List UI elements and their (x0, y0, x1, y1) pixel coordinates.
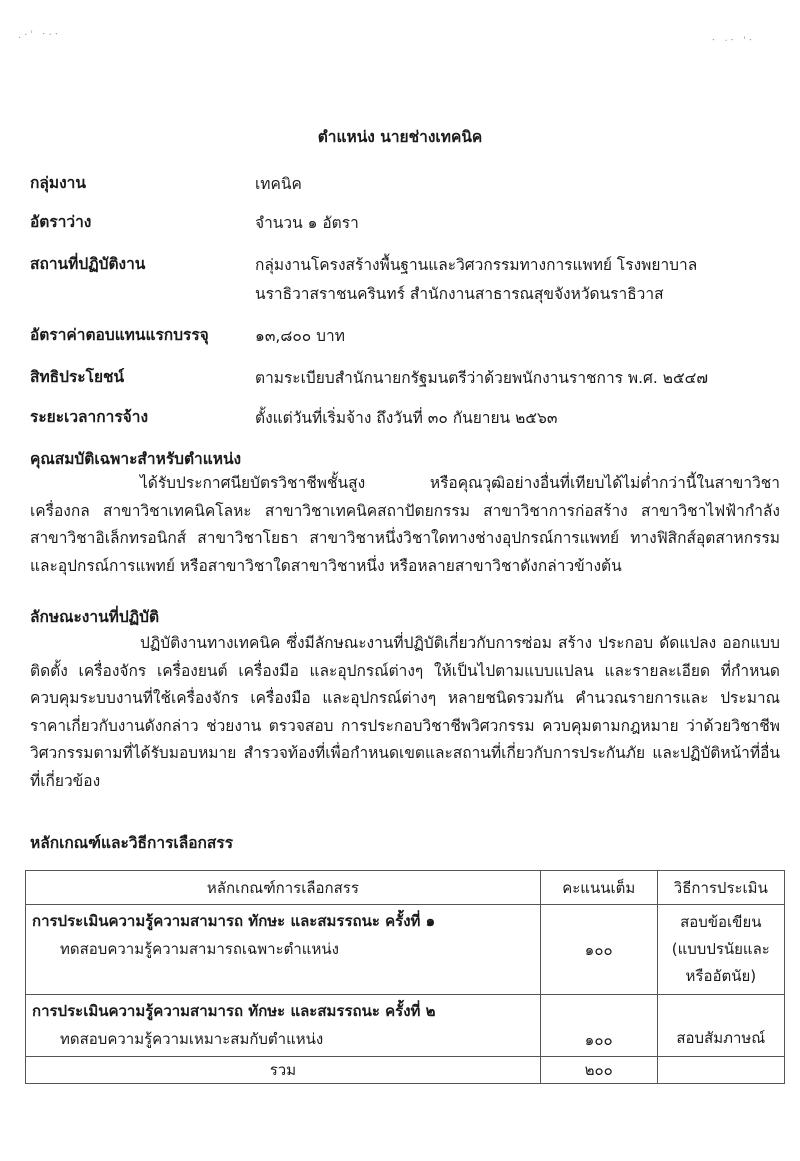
detail-label: ระยะเวลาการจ้าง (30, 408, 149, 426)
detail-value (255, 251, 795, 309)
detail-value-line2: นราธิวาสราชนครินทร์ สำนักงานสาธารณสุขจังหวัดนราธิวาส (255, 285, 664, 303)
selection-table (25, 870, 785, 1084)
duties-heading: ลักษณะงานที่ปฏิบัติ (30, 608, 160, 626)
detail-value: ๑๓,๘๐๐ บาท (255, 327, 345, 345)
score-cell: ๑๐๐ (540, 905, 657, 995)
method-line: (แบบปรนัยและ (671, 940, 770, 958)
criteria-title: การประเมินความรู้ความสามารถ ทักษะ และสมรรถนะ ครั้งที่ ๑ (32, 912, 436, 930)
detail-label: กลุ่มงาน (30, 174, 86, 192)
method-line: สอบข้อเขียน (680, 913, 762, 931)
total-method-empty (657, 1057, 784, 1084)
criteria-sub: ทดสอบความรู้ความสามารถเฉพาะตำแหน่ง (60, 940, 339, 958)
total-score: ๒๐๐ (540, 1057, 657, 1084)
criteria-sub: ทดสอบความรู้ความเหมาะสมกับตำแหน่ง (60, 1030, 324, 1048)
table-row (26, 995, 785, 1057)
detail-value: ตามระเบียบสำนักนายกรัฐมนตรีว่าด้วยพนักงานราชการ พ.ศ. ๒๕๔๗ (255, 369, 709, 387)
total-label: รวม (26, 1057, 541, 1084)
criteria-cell (26, 995, 541, 1057)
detail-value: ตั้งแต่วันที่เริ่มจ้าง ถึงวันที่ ๓๐ กันยายน ๒๕๖๓ (255, 409, 558, 427)
detail-label: อัตราค่าตอบแทนแรกบรรจุ (30, 326, 209, 344)
selection-heading: หลักเกณฑ์และวิธีการเลือกสรร (30, 834, 234, 852)
table-row (26, 905, 785, 995)
column-header-method: วิธีการประเมิน (657, 871, 784, 905)
page-title: ตำแหน่ง นายช่างเทคนิค (317, 128, 483, 146)
score-cell: ๑๐๐ (540, 995, 657, 1057)
qualifications-text: ได้รับประกาศนียบัตรวิชาชีพชั้นสูง หรือคุณวุฒิอย่างอื่นที่เทียบได้ไม่ต่ำกว่านี้ในสาขาวิชา เครื่องกล สาขาวิชาเทคนิคโลหะ สาขาวิชาเทคนิคสถาปัตยกรรม สาขาวิชาการก่อสร้าง สาขาวิชาไฟฟ้ากำลัง สาขาวิชาอิเล็กทรอนิกส์ สาขาวิชาโยธา สาขาวิชาหนึ่งวิชาใดทางช่างอุปกรณ์การแพทย์ ทางฟิสิกส์อุตสาหกรรม และอุปกรณ์การแพทย์ หรือสาขาวิชาใดสาขาวิชาหนึ่ง หรือหลายสาขาวิชาดังกล่าวข้างต้น (30, 474, 780, 575)
scan-noise-left: .·ˈ ˑ·ˑ (18, 30, 62, 41)
detail-label: สิทธิประโยชน์ (30, 368, 125, 386)
detail-value: เทคนิค (255, 175, 302, 193)
method-cell (657, 905, 784, 995)
qualifications-heading: คุณสมบัติเฉพาะสำหรับตำแหน่ง (30, 450, 242, 468)
method-line: สอบสัมภาษณ์ (676, 1029, 766, 1047)
duties-text: ปฏิบัติงานทางเทคนิค ซึ่งมีลักษณะงานที่ปฏิบัติเกี่ยวกับการซ่อม สร้าง ประกอบ ดัดแปลง ออกแบบ ติดตั้ง เครื่องจักร เครื่องยนต์ เครื่องมือ และอุปกรณ์ต่างๆ ให้เป็นไปตามแบบแปลน และรายละเอียด ที่กำหนด ควบคุมระบบงานที่ใช้เครื่องจักร เครื่องมือ และอุปกรณ์ต่างๆ หลายชนิดรวมกัน คำนวณรายการและ ประมาณราคาเกี่ยวกับงานดังกล่าว ช่วยงาน ตรวจสอบ การประกอบวิชาชีพวิศวกรรม ควบคุมตามกฎหมาย ว่าด้วยวิชาชีพวิศวกรรมตามที่ได้รับมอบหมาย สำรวจท้องที่เพื่อกำหนดเขตและสถานที่เกี่ยวกับการประกันภัย และปฏิบัติหน้าที่อื่นที่เกี่ยวข้อง (30, 634, 780, 790)
column-header-score: คะแนนเต็ม (540, 871, 657, 905)
method-cell (657, 995, 784, 1057)
table-header-row (26, 871, 785, 905)
detail-value-line1: กลุ่มงานโครงสร้างพื้นฐานและวิศวกรรมทางการแพทย์ โรงพยาบาล (255, 256, 698, 274)
scan-noise-right: ˑ ·ˑ ˈˑ (712, 36, 756, 47)
detail-value: จำนวน ๑ อัตรา (255, 214, 359, 232)
criteria-title: การประเมินความรู้ความสามารถ ทักษะ และสมรรถนะ ครั้งที่ ๒ (32, 1002, 436, 1020)
method-line: หรืออัตนัย) (685, 967, 757, 985)
detail-label: สถานที่ปฏิบัติงาน (30, 255, 146, 273)
detail-label: อัตราว่าง (30, 213, 92, 231)
column-header-criteria: หลักเกณฑ์การเลือกสรร (26, 871, 541, 905)
criteria-cell (26, 905, 541, 995)
table-total-row (26, 1057, 785, 1084)
